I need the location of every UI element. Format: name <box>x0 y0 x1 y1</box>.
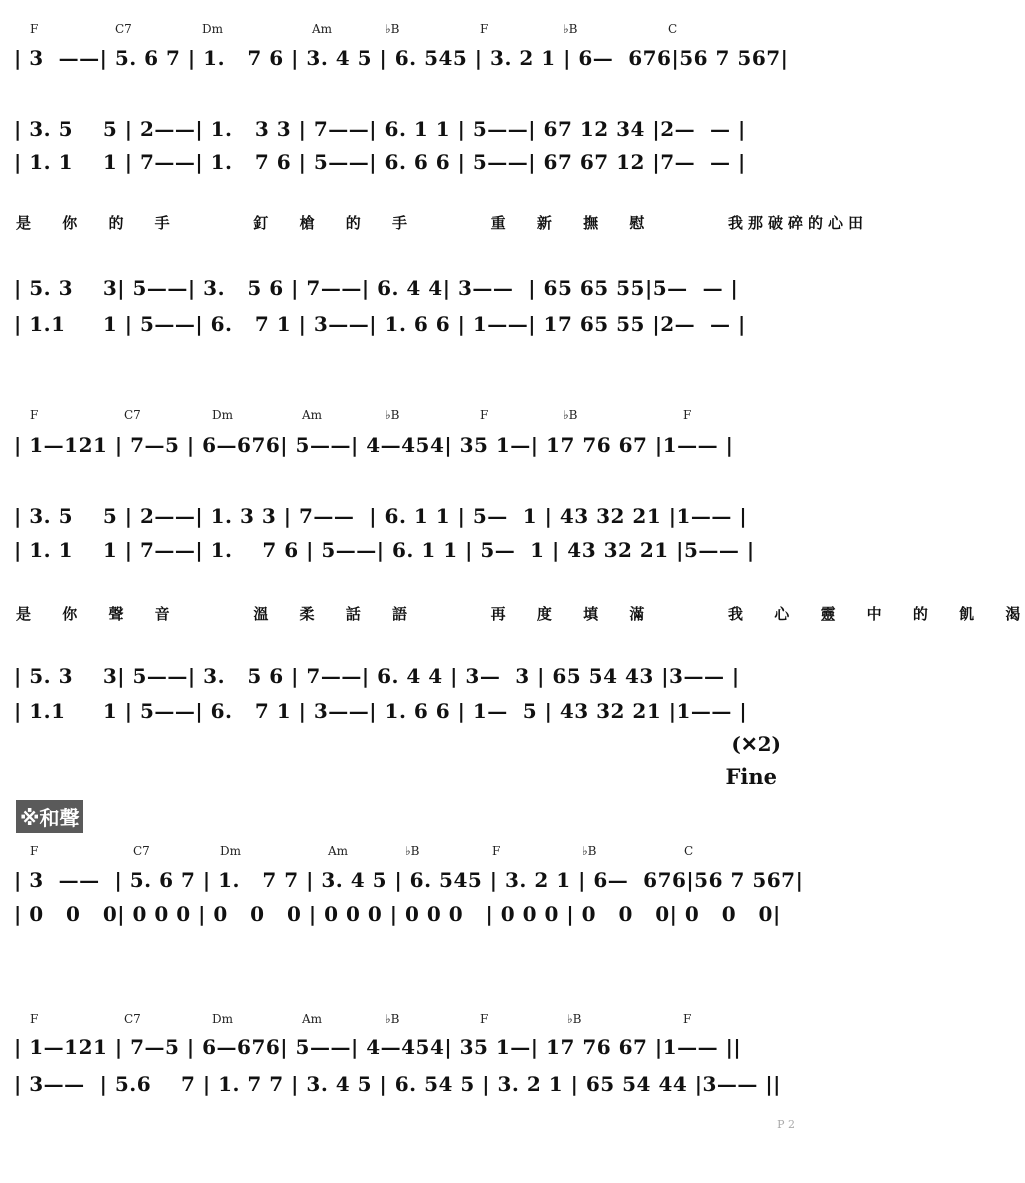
chord: F <box>30 408 39 422</box>
lyric-line-2: 是 你 聲 音 溫 柔 話 語 再 度 填 滿 我 心 靈 中 的 飢 渴 <box>16 605 1025 623</box>
chord: F <box>683 408 692 422</box>
chord: Am <box>302 408 323 422</box>
chord: F <box>683 1012 692 1026</box>
verse-d-upper: | 5. 3 3| 5——| 3. 5 6 | 7——| 6. 4 4 | 3— 3 | 65 54 43 |3—— | <box>14 664 740 688</box>
chord: ♭B <box>405 844 420 858</box>
chord: Am <box>328 844 349 858</box>
fine-marker: Fine <box>725 764 777 789</box>
chord: C7 <box>115 22 132 36</box>
page-number: P 2 <box>777 1118 795 1131</box>
chord-row-intro <box>0 22 843 44</box>
chorus-heading: ※和聲 <box>16 800 83 833</box>
refrain-line: | 1—121 | 7—5 | 6—676| 5——| 4—454| 35 1—| 17 76 67 |1—— | <box>14 433 734 457</box>
chord: Dm <box>202 22 223 36</box>
repeat-mark: (✕2) <box>731 732 781 756</box>
intro-line: | 3 ——| 5. 6 7 | 1. 7 6 | 3. 4 5 | 6. 545 | 3. 2 1 | 6— 676|56 7 567| <box>14 46 789 70</box>
chorus-upper-2: | 1—121 | 7—5 | 6—676| 5——| 4—454| 35 1—| 17 76 67 |1—— || <box>14 1035 742 1059</box>
chord-row-chorus-refrain <box>0 1012 843 1034</box>
verse-b-upper: | 5. 3 3| 5——| 3. 5 6 | 7——| 6. 4 4| 3—— | 65 65 55|5— — | <box>14 276 739 300</box>
verse-a-lower: | 1. 1 1 | 7——| 1. 7 6 | 5——| 6. 6 6 | 5——| 67 67 12 |7— — | <box>14 150 746 174</box>
chord: ♭B <box>385 22 400 36</box>
chord-row-refrain <box>0 408 843 430</box>
chord: ♭B <box>582 844 597 858</box>
chord: C <box>668 22 678 36</box>
verse-a-upper: | 3. 5 5 | 2——| 1. 3 3 | 7——| 6. 1 1 | 5——| 67 12 34 |2— — | <box>14 117 746 141</box>
chord: F <box>492 844 501 858</box>
verse-c-lower: | 1. 1 1 | 7——| 1. 7 6 | 5——| 6. 1 1 | 5— 1 | 43 32 21 |5—— | <box>14 538 755 562</box>
chord: F <box>480 1012 489 1026</box>
chord: F <box>30 844 39 858</box>
chord: C7 <box>124 1012 141 1026</box>
chord: C <box>684 844 694 858</box>
chord: F <box>30 1012 39 1026</box>
chorus-upper-1: | 3 —— | 5. 6 7 | 1. 7 7 | 3. 4 5 | 6. 545 | 3. 2 1 | 6— 676|56 7 567| <box>14 868 804 892</box>
chorus-lower-2: | 3—— | 5.6 7 | 1. 7 7 | 3. 4 5 | 6. 54 5 | 3. 2 1 | 65 54 44 |3—— || <box>14 1072 781 1096</box>
chord: Dm <box>212 1012 233 1026</box>
verse-d-lower: | 1.1 1 | 5——| 6. 7 1 | 3——| 1. 6 6 | 1— 5 | 43 32 21 |1—— | <box>14 699 748 723</box>
chord: Am <box>312 22 333 36</box>
chord-row-chorus <box>0 844 843 866</box>
chord: ♭B <box>563 22 578 36</box>
chord: Dm <box>212 408 233 422</box>
lyric-line-1: 是 你 的 手 釘 槍 的 手 重 新 撫 慰 我那破碎的心田 <box>16 214 869 232</box>
chord: ♭B <box>567 1012 582 1026</box>
chord: C7 <box>124 408 141 422</box>
verse-b-lower: | 1.1 1 | 5——| 6. 7 1 | 3——| 1. 6 6 | 1——| 17 65 55 |2— — | <box>14 312 746 336</box>
chord: ♭B <box>385 1012 400 1026</box>
chord: Dm <box>220 844 241 858</box>
verse-c-upper: | 3. 5 5 | 2——| 1. 3 3 | 7—— | 6. 1 1 | 5— 1 | 43 32 21 |1—— | <box>14 504 748 528</box>
chord: F <box>30 22 39 36</box>
chord: F <box>480 408 489 422</box>
chord: F <box>480 22 489 36</box>
chorus-lower-1: | 0 0 0| 0 0 0 | 0 0 0 | 0 0 0 | 0 0 0 | 0 0 0 | 0 0 0| 0 0 0| <box>14 902 781 926</box>
chord: ♭B <box>563 408 578 422</box>
chord: ♭B <box>385 408 400 422</box>
chord: Am <box>302 1012 323 1026</box>
chord: C7 <box>133 844 150 858</box>
